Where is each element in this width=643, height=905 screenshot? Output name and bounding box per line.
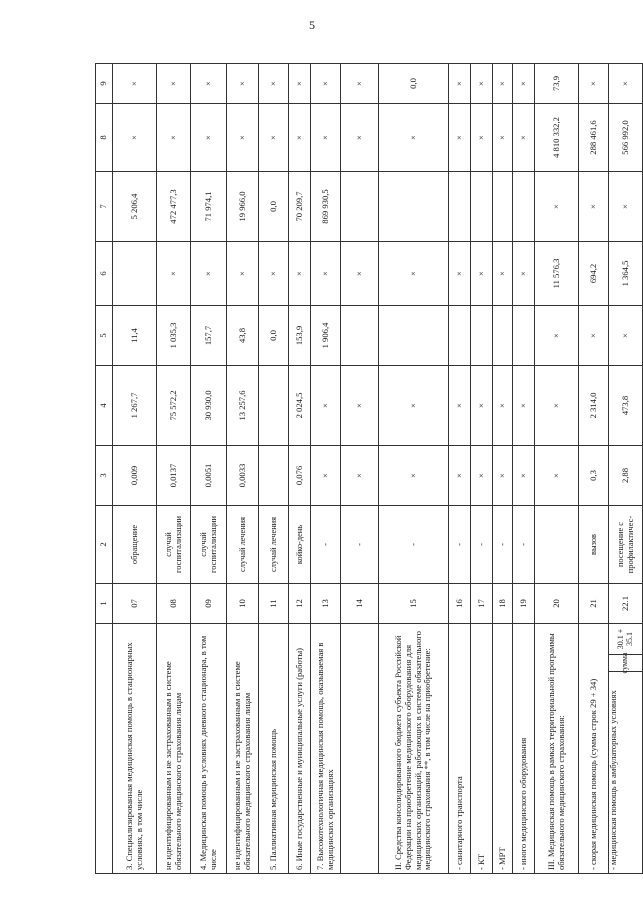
value-cell: ×: [289, 64, 311, 104]
unit-cell: -: [341, 506, 379, 584]
unit-cell: -: [493, 506, 513, 584]
value-cell: ×: [471, 446, 493, 506]
value-cell: 71 974,1: [191, 172, 227, 242]
table-row: [311, 64, 341, 874]
value-cell: 0,009: [113, 446, 157, 506]
value-cell: ×: [113, 104, 157, 172]
value-cell: ×: [311, 104, 341, 172]
unit-cell: случай лечения: [259, 506, 289, 584]
value-cell: ×: [311, 366, 341, 446]
value-cell: 0,076: [289, 446, 311, 506]
page-number: 5: [309, 18, 315, 32]
unit-cell: случай госпитализации: [157, 506, 191, 584]
value-cell: 472 477,3: [157, 172, 191, 242]
value-cell: 19 966,0: [227, 172, 259, 242]
value-cell: ×: [449, 104, 471, 172]
row-name: [341, 624, 379, 874]
value-cell: ×: [341, 64, 379, 104]
line-number: 15: [379, 584, 449, 624]
colnum: 8: [96, 104, 113, 172]
value-cell: ×: [493, 446, 513, 506]
value-cell: ×: [191, 104, 227, 172]
table-row: [341, 64, 379, 874]
value-cell: ×: [471, 366, 493, 446]
line-number: 13: [311, 584, 341, 624]
row-name: - КТ: [471, 624, 493, 874]
table-row: [535, 64, 579, 874]
colnum: 1: [96, 584, 113, 624]
value-cell: ×: [113, 64, 157, 104]
line-number: 08: [157, 584, 191, 624]
header-empty: [96, 624, 113, 874]
value-cell: 157,7: [191, 306, 227, 366]
unit-cell: [535, 506, 579, 584]
value-cell: ×: [609, 64, 643, 104]
value-cell: 0,0: [379, 64, 449, 104]
value-cell: ×: [493, 104, 513, 172]
value-cell: ×: [471, 242, 493, 306]
table-row: [191, 64, 227, 874]
value-cell: ×: [609, 306, 643, 366]
value-cell: [113, 242, 157, 306]
value-cell: ×: [191, 64, 227, 104]
value-cell: [449, 306, 471, 366]
value-cell: 43,8: [227, 306, 259, 366]
row-name: не идентифицированным и не застрахованным в системе обязательного медицинского страхования лицам: [157, 624, 191, 874]
value-cell: [513, 172, 535, 242]
value-cell: 0,3: [579, 446, 609, 506]
value-cell: ×: [341, 242, 379, 306]
unit-cell: -: [513, 506, 535, 584]
table-row: [113, 64, 157, 874]
colnum: 7: [96, 172, 113, 242]
value-cell: ×: [535, 172, 579, 242]
unit-cell: обращение: [113, 506, 157, 584]
value-cell: ×: [493, 366, 513, 446]
value-cell: 0,0: [259, 172, 289, 242]
table-row: [449, 64, 471, 874]
value-cell: ×: [513, 242, 535, 306]
table-row: [157, 64, 191, 874]
value-cell: ×: [513, 64, 535, 104]
value-cell: 75 572,2: [157, 366, 191, 446]
value-cell: ×: [227, 104, 259, 172]
value-cell: ×: [471, 104, 493, 172]
line-number: 11: [259, 584, 289, 624]
value-cell: ×: [289, 104, 311, 172]
value-cell: [341, 306, 379, 366]
value-cell: 0,0033: [227, 446, 259, 506]
colnum: 6: [96, 242, 113, 306]
value-cell: ×: [157, 104, 191, 172]
unit-cell: посещение с профилактичес-: [609, 506, 643, 584]
value-cell: 4 810 332,2: [535, 104, 579, 172]
value-cell: [449, 172, 471, 242]
unit-cell: -: [471, 506, 493, 584]
value-cell: ×: [609, 172, 643, 242]
value-cell: 1 906,4: [311, 306, 341, 366]
line-number: 07: [113, 584, 157, 624]
value-cell: [513, 306, 535, 366]
value-cell: 0,0051: [191, 446, 227, 506]
row-name: [609, 624, 643, 874]
value-cell: 1 267,7: [113, 366, 157, 446]
value-cell: 288 461,6: [579, 104, 609, 172]
value-cell: ×: [579, 172, 609, 242]
value-cell: 0,0: [259, 306, 289, 366]
line-number: 16: [449, 584, 471, 624]
value-cell: 153,9: [289, 306, 311, 366]
line-number: 20: [535, 584, 579, 624]
colnum: 2: [96, 506, 113, 584]
row-name: 3. Специализированная медицинская помощь в стационарных условиях, в том числе: [113, 624, 157, 874]
table-row: [227, 64, 259, 874]
value-cell: ×: [493, 64, 513, 104]
value-cell: 2,88: [609, 446, 643, 506]
line-number: 14: [341, 584, 379, 624]
value-cell: ×: [379, 446, 449, 506]
value-cell: 694,2: [579, 242, 609, 306]
table-row: [259, 64, 289, 874]
row-name: II. Средства консолидированного бюджета субъекта Российской Федерации на приобретение медицинского оборудования для медицинских организаций, работающих в системе обязательного медицинского страхования **, в том числе на приобретение:: [379, 624, 449, 874]
value-cell: ×: [311, 446, 341, 506]
row-name: - санитарного транспорта: [449, 624, 471, 874]
line-number: 17: [471, 584, 493, 624]
row-name: 5. Паллиативная медицинская помощь: [259, 624, 289, 874]
value-cell: ×: [289, 242, 311, 306]
value-cell: ×: [471, 64, 493, 104]
row-name: 4. Медицинская помощь в условиях дневного стационара, в том числе: [191, 624, 227, 874]
line-number: 12: [289, 584, 311, 624]
line-number: 19: [513, 584, 535, 624]
value-cell: ×: [379, 104, 449, 172]
line-number: 09: [191, 584, 227, 624]
table-row: [471, 64, 493, 874]
value-cell: ×: [227, 64, 259, 104]
value-cell: ×: [259, 104, 289, 172]
value-cell: ×: [227, 242, 259, 306]
value-cell: ×: [311, 64, 341, 104]
value-cell: ×: [259, 242, 289, 306]
table-row: [609, 64, 643, 874]
unit-cell: случай лечения: [227, 506, 259, 584]
value-cell: ×: [157, 64, 191, 104]
line-number: 18: [493, 584, 513, 624]
value-cell: [259, 446, 289, 506]
value-cell: 473,8: [609, 366, 643, 446]
colnum: 5: [96, 306, 113, 366]
value-cell: ×: [259, 64, 289, 104]
unit-cell: -: [379, 506, 449, 584]
column-number-row: [96, 64, 113, 874]
unit-cell: вызов: [579, 506, 609, 584]
value-cell: 73,9: [535, 64, 579, 104]
table-row: [513, 64, 535, 874]
value-cell: ×: [341, 446, 379, 506]
value-cell: [493, 306, 513, 366]
value-cell: 566 992,0: [609, 104, 643, 172]
value-cell: 11,4: [113, 306, 157, 366]
value-cell: ×: [449, 242, 471, 306]
value-cell: ×: [513, 366, 535, 446]
value-cell: [341, 172, 379, 242]
value-cell: 30 930,0: [191, 366, 227, 446]
value-cell: 869 930,5: [311, 172, 341, 242]
budget-table: [95, 63, 643, 874]
colnum: 4: [96, 366, 113, 446]
value-cell: 1 035,3: [157, 306, 191, 366]
value-cell: ×: [449, 64, 471, 104]
value-cell: 11 576,3: [535, 242, 579, 306]
value-cell: 0,0137: [157, 446, 191, 506]
value-cell: [471, 306, 493, 366]
value-cell: ×: [449, 366, 471, 446]
value-cell: [471, 172, 493, 242]
row-name: III. Медицинская помощь в рамках территориальной программы обязательного медицинского страхования:: [535, 624, 579, 874]
value-cell: ×: [493, 242, 513, 306]
value-cell: 2 314,0: [579, 366, 609, 446]
row-name: - МРТ: [493, 624, 513, 874]
row-name: 7. Высокотехнологичная медицинская помощь, оказываемая в медицинских организациях: [311, 624, 341, 874]
value-cell: [379, 172, 449, 242]
value-cell: 70 209,7: [289, 172, 311, 242]
row-name: - иного медицинского оборудования: [513, 624, 535, 874]
row-name-text: - медицинская помощь в амбулаторных условиях: [608, 690, 618, 870]
line-number: 21: [579, 584, 609, 624]
value-cell: ×: [513, 446, 535, 506]
value-cell: 5 206,4: [113, 172, 157, 242]
row-name: - скорая медицинская помощь (сумма строк 29 + 34): [579, 624, 609, 874]
table-row: [579, 64, 609, 874]
value-cell: ×: [341, 104, 379, 172]
colnum: 3: [96, 446, 113, 506]
value-cell: [379, 306, 449, 366]
value-cell: [259, 366, 289, 446]
line-number: 10: [227, 584, 259, 624]
value-cell: ×: [191, 242, 227, 306]
rotated-table-page: [95, 64, 635, 874]
value-cell: ×: [157, 242, 191, 306]
value-cell: ×: [311, 242, 341, 306]
value-cell: ×: [535, 366, 579, 446]
unit-cell: случай госпитализации: [191, 506, 227, 584]
value-cell: ×: [579, 64, 609, 104]
row-name: не идентифицированным и не застрахованным в системе обязательного медицинского страхования лицам: [227, 624, 259, 874]
sum-label: сумма: [609, 655, 642, 672]
row-name: 6. Иные государственные и муниципальные услуги (работы): [289, 624, 311, 874]
value-cell: 2 024,5: [289, 366, 311, 446]
value-cell: ×: [379, 242, 449, 306]
unit-cell: -: [311, 506, 341, 584]
value-cell: ×: [341, 366, 379, 446]
sum-refs: 30.1 + 35.1: [609, 624, 642, 655]
value-cell: 1 364,5: [609, 242, 643, 306]
value-cell: ×: [379, 366, 449, 446]
value-cell: ×: [513, 104, 535, 172]
unit-cell: койко-день: [289, 506, 311, 584]
value-cell: [493, 172, 513, 242]
value-cell: ×: [579, 306, 609, 366]
table-row: [379, 64, 449, 874]
value-cell: ×: [535, 446, 579, 506]
line-number: 22.1: [609, 584, 643, 624]
value-cell: ×: [535, 306, 579, 366]
table-row: [289, 64, 311, 874]
value-cell: 13 257,6: [227, 366, 259, 446]
value-cell: ×: [449, 446, 471, 506]
table-row: [493, 64, 513, 874]
colnum: 9: [96, 64, 113, 104]
table-body: [113, 64, 643, 874]
unit-cell: -: [449, 506, 471, 584]
